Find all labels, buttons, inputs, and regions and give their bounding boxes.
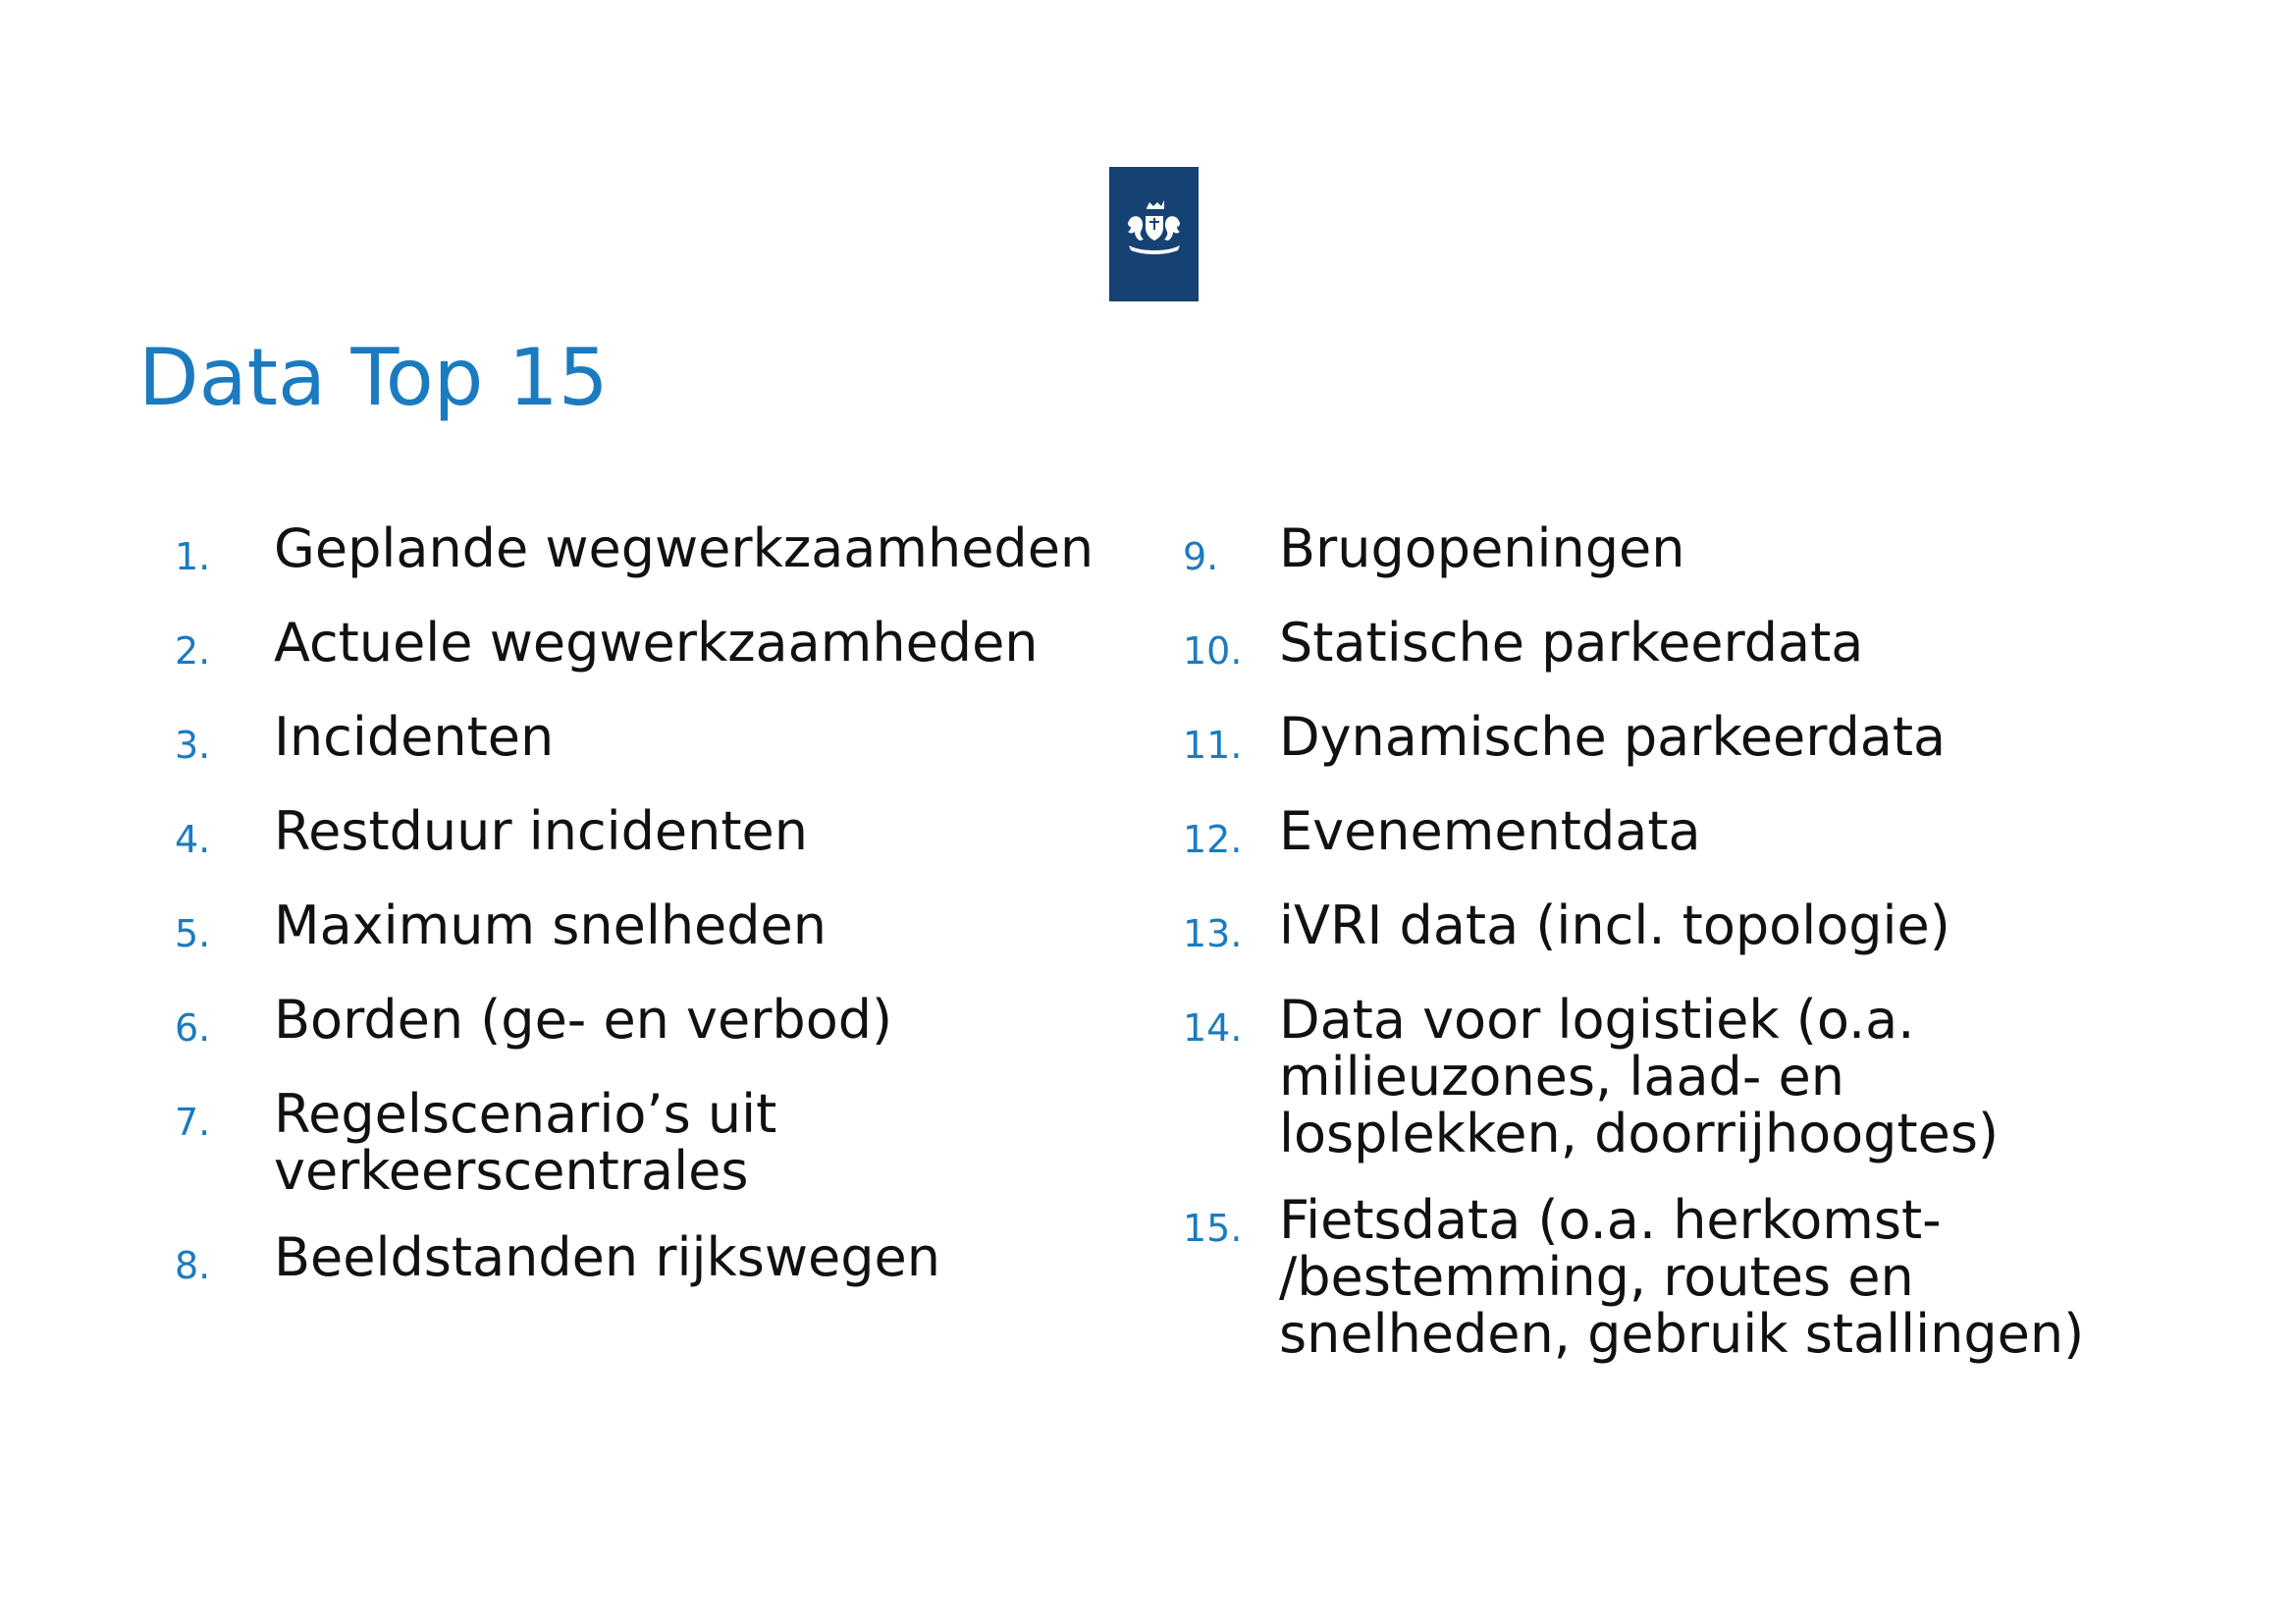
- page-title: Data Top 15: [138, 332, 609, 423]
- item-text: Data voor logistiek (o.a. milieuzones, laad- en losplekken, doorrijhoogtes): [1279, 989, 2000, 1164]
- item-number: 1.: [175, 535, 211, 578]
- item-number: 15.: [1183, 1207, 1243, 1250]
- item-number: 7.: [175, 1101, 211, 1144]
- list-item: [175, 706, 1117, 774]
- item-number: 14.: [1183, 1006, 1243, 1050]
- coat-of-arms-icon: [1109, 167, 1199, 301]
- list-item: [1183, 894, 2184, 962]
- data-list-left: [175, 517, 1117, 1324]
- item-text: Statische parkeerdata: [1279, 612, 1864, 674]
- item-number: 3.: [175, 724, 211, 767]
- list-item: [1183, 989, 2184, 1164]
- list-item: [175, 894, 1117, 962]
- item-number: 4.: [175, 818, 211, 861]
- item-text: Fietsdata (o.a. herkomst- /bestemming, routes en snelheden, gebruik stallingen): [1279, 1189, 2085, 1365]
- item-number: 10.: [1183, 629, 1243, 673]
- list-item: [1183, 1189, 2184, 1365]
- item-text: Maximum snelheden: [274, 894, 827, 956]
- item-text: Brugopeningen: [1279, 517, 1685, 579]
- data-list-right: [1183, 517, 2184, 1392]
- list-item: [1183, 800, 2184, 868]
- list-item: [175, 989, 1117, 1056]
- item-text: Geplande wegwerkzaamheden: [274, 517, 1095, 579]
- item-text: Regelscenario’s uit verkeerscentrales: [274, 1083, 777, 1202]
- list-item: [175, 800, 1117, 868]
- item-text: Actuele wegwerkzaamheden: [274, 612, 1039, 674]
- item-text: Evenementdata: [1279, 800, 1701, 862]
- list-item: [175, 1083, 1117, 1202]
- list-item: [175, 1226, 1117, 1294]
- item-number: 2.: [175, 629, 211, 673]
- item-number: 12.: [1183, 818, 1243, 861]
- list-item: [175, 612, 1117, 679]
- item-text: Restduur incidenten: [274, 800, 808, 862]
- list-item: [175, 517, 1117, 585]
- item-text: Beeldstanden rijkswegen: [274, 1226, 941, 1288]
- coat-of-arms-logo: [1109, 167, 1199, 301]
- item-number: 11.: [1183, 724, 1243, 767]
- list-item: [1183, 612, 2184, 679]
- item-number: 6.: [175, 1006, 211, 1050]
- item-number: 5.: [175, 912, 211, 955]
- item-number: 9.: [1183, 535, 1219, 578]
- item-text: Dynamische parkeerdata: [1279, 706, 1947, 768]
- item-text: Incidenten: [274, 706, 555, 768]
- item-text: Borden (ge- en verbod): [274, 989, 893, 1051]
- item-text: iVRI data (incl. topologie): [1279, 894, 1950, 956]
- list-item: [1183, 517, 2184, 585]
- item-number: 8.: [175, 1244, 211, 1287]
- list-item: [1183, 706, 2184, 774]
- item-number: 13.: [1183, 912, 1243, 955]
